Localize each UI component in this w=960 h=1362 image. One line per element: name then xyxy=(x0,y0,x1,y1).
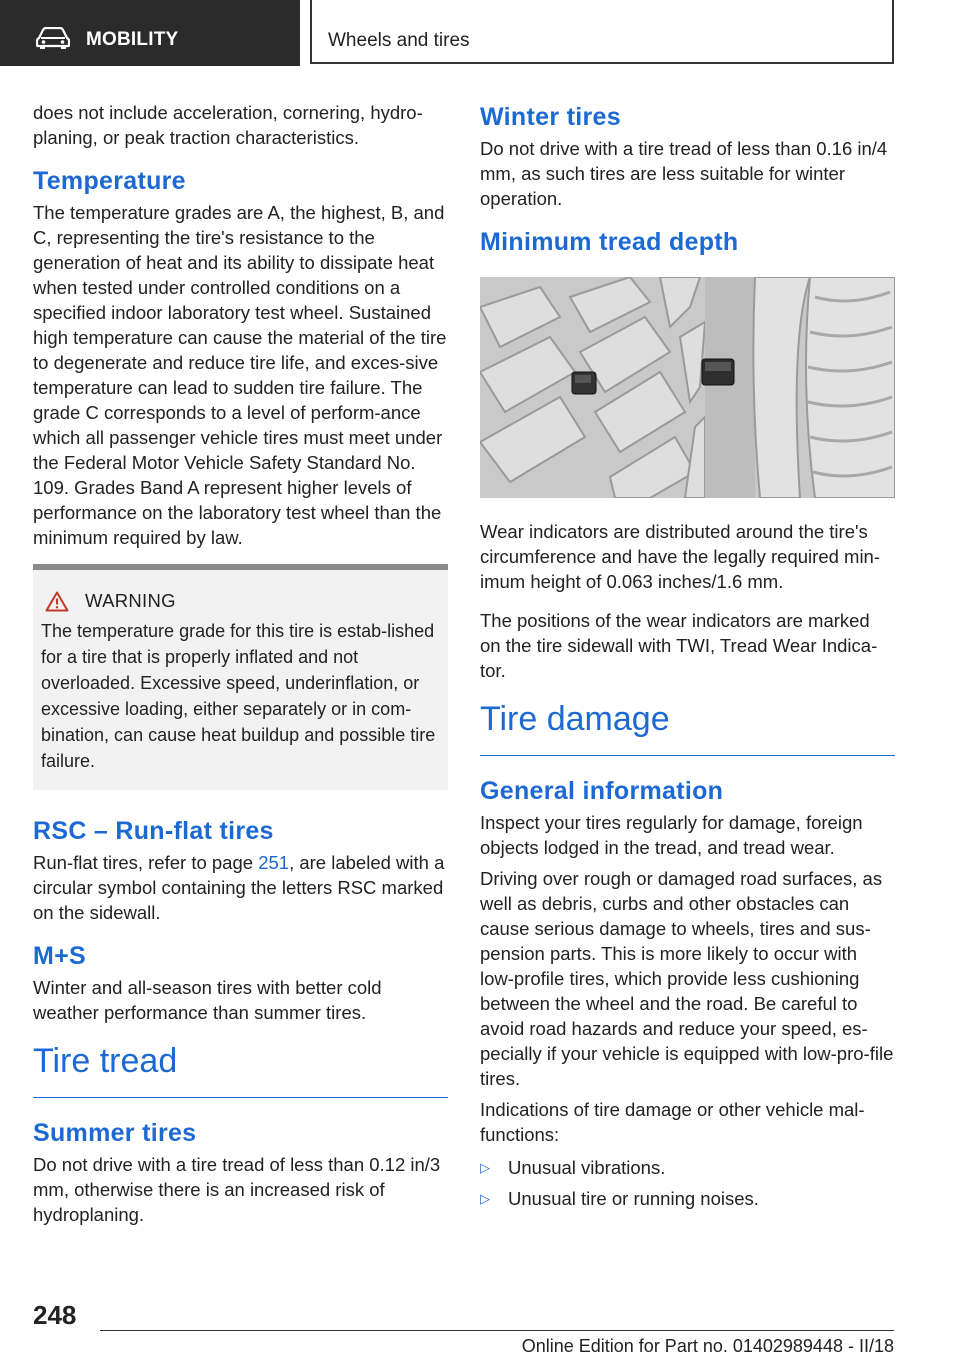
car-icon xyxy=(36,27,70,49)
warning-text: The temperature grade for this tire is estab‐lished for a tire that is properly inflated and not overloaded. Excessive speed, underinflation, or excessive loading, either separately or in com‐bination, can cause heat buildup and possible tire failure. xyxy=(41,621,436,771)
list-item: ▷ Unusual vibrations. xyxy=(480,1157,666,1178)
temperature-paragraph: The temperature grades are A, the highest, B, and C, representing the tire's resistance to the generation of heat and its ability to dissipate heat when tested under controlled conditions on a specified indoor laboratory test wheel. Sustained high temperature can cause the material of the tire to degenerate and reduce tire life, and exces‐sive temperature can lead to sudden tire failure. The grade C corresponds to a level of perform‐ance which all passenger vehicle tires must meet under the Federal Motor Vehicle Safety Standard No. 109. Grades Band A represent higher levels of performance on the laboratory test wheel than the minimum required by law. xyxy=(33,202,447,548)
tread-wear-indicator-illustration xyxy=(480,277,895,498)
tire-tread-heading: Tire tread xyxy=(33,1039,448,1098)
chapter-title: Wheels and tires xyxy=(328,30,470,51)
temperature-heading: Temperature xyxy=(33,167,186,195)
footer-divider xyxy=(100,1330,894,1331)
edition-note: Online Edition for Part no. 01402989448 - II/18 xyxy=(521,1336,894,1356)
intro-paragraph: does not include acceleration, cornering, hydro‐planing, or peak traction characteristics. xyxy=(33,102,423,148)
general-paragraph-2: Driving over rough or damaged road surfaces, as well as debris, curbs and other obstacles can cause serious damage to wheels, tires and sus‐pension parts. This is more likely to occur with low-profile tires, which provide less cushioning between the wheel and the road. Be careful to avoid road hazards and reduce your speed, es‐pecially if your vehicle is equipped with low-pro‐file tires. xyxy=(480,868,894,1089)
page-251-link[interactable]: 251 xyxy=(258,852,290,873)
positions-paragraph: The positions of the wear indicators are marked on the tire sidewall with TWI, Tread Wear Indica‐tor. xyxy=(480,610,878,681)
rsc-paragraph: Run-flat tires, refer to page 251, are labeled with a circular symbol containing the letters RSC marked on the sidewall. xyxy=(33,852,445,923)
warning-box xyxy=(33,564,448,790)
wear-paragraph: Wear indicators are distributed around the tire's circumference and have the legally required min‐imum height of 0.063 inches/1.6 mm. xyxy=(480,521,881,592)
list-item: ▷ Unusual tire or running noises. xyxy=(480,1188,759,1209)
left-column xyxy=(33,100,448,1241)
general-paragraph-3: Indications of tire damage or other vehicle mal‐functions: xyxy=(480,1099,865,1145)
tire-damage-heading: Tire damage xyxy=(480,697,895,756)
page-number: 248 xyxy=(33,1300,77,1330)
section-label: MOBILITY xyxy=(86,29,179,50)
triangle-bullet-icon: ▷ xyxy=(480,1191,490,1206)
warning-triangle-icon xyxy=(45,591,69,612)
winter-heading: Winter tires xyxy=(480,103,621,131)
ms-paragraph: Winter and all-season tires with better cold weather performance than summer tires. xyxy=(33,977,382,1023)
winter-paragraph: Do not drive with a tire tread of less than 0.16 in/4 mm, as such tires are less suitable for winter operation. xyxy=(480,138,888,209)
ms-heading: M+S xyxy=(33,942,86,970)
warning-title: WARNING xyxy=(85,590,176,611)
min-tread-heading: Minimum tread depth xyxy=(480,228,739,256)
general-paragraph-1: Inspect your tires regularly for damage, foreign objects lodged in the tread, and tread wear. xyxy=(480,812,863,858)
damage-indications-list xyxy=(480,1155,895,1211)
triangle-bullet-icon: ▷ xyxy=(480,1160,490,1175)
chapter-header xyxy=(310,0,894,64)
general-info-heading: General information xyxy=(480,777,724,805)
rsc-heading: RSC – Run-flat tires xyxy=(33,817,274,845)
section-tab xyxy=(0,0,300,66)
right-column xyxy=(480,100,895,1217)
summer-heading: Summer tires xyxy=(33,1119,197,1147)
summer-paragraph: Do not drive with a tire tread of less than 0.12 in/3 mm, otherwise there is an increased risk of hydroplaning. xyxy=(33,1154,441,1225)
